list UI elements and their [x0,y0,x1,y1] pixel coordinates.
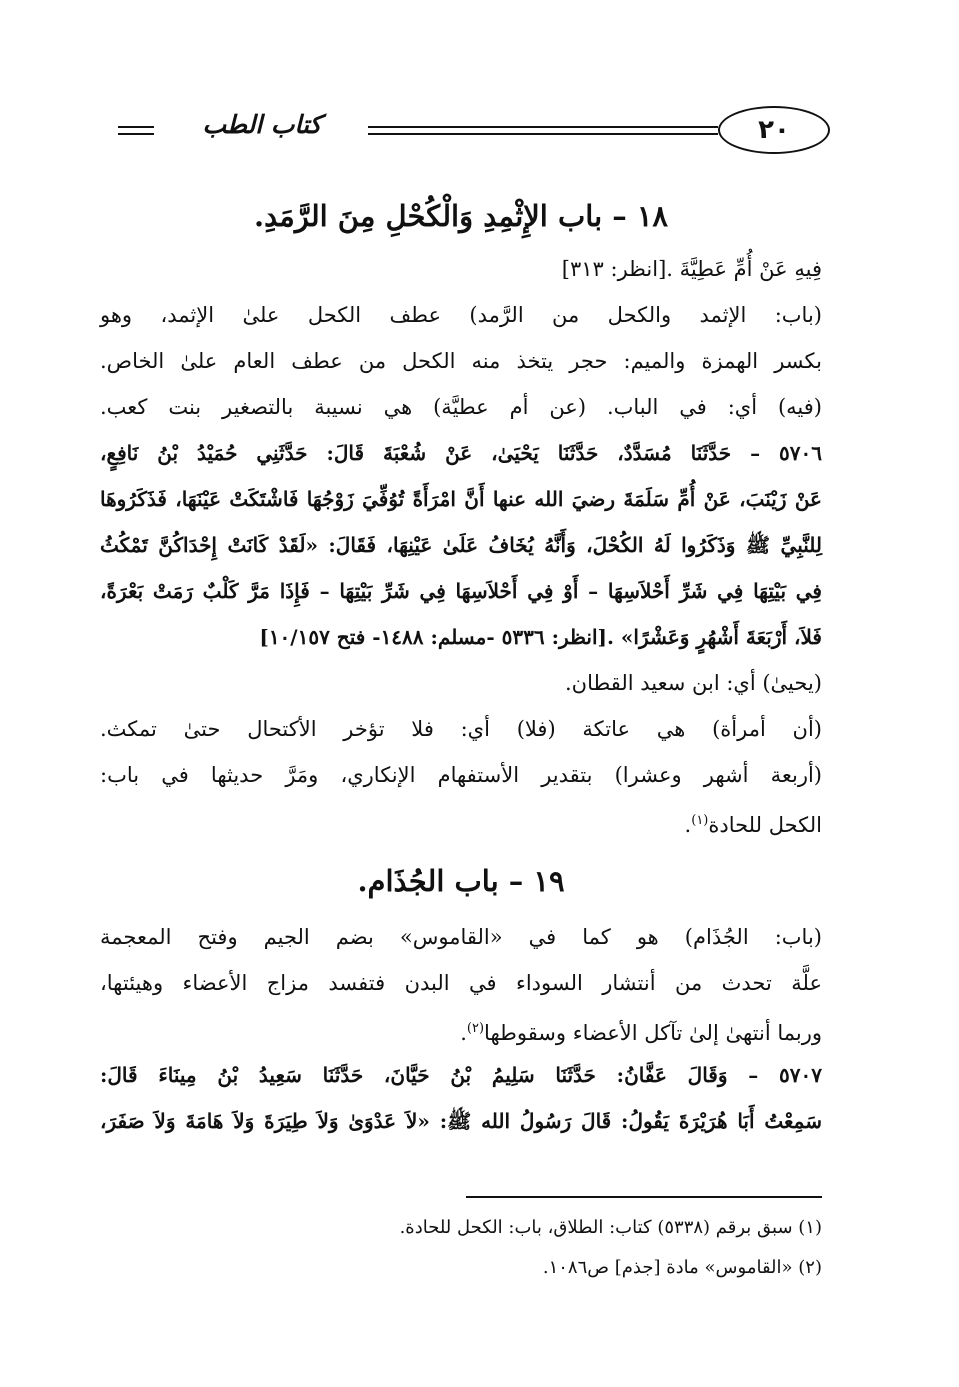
header-rule [368,126,718,128]
text-fragment: الكحل للحادة [708,813,822,837]
header-rule [118,133,154,135]
text-line: (فيه) أي: في الباب. (عن أم عطيَّة) هي نسيبة بالتصغير بنت كعب. [100,395,822,419]
text-line: علَّة تحدث من أنتشار السوداء في البدن فتفسد مزاج الأعضاء وهيئتها، [100,971,822,995]
text-fragment: . [460,1021,467,1045]
text-line: (باب: الجُذَام) هو كما في «القاموس» بضم الجيم وفتح المعجمة [100,925,822,949]
footnotes [100,1208,822,1288]
text-line: (يحيىٰ) أي: ابن سعيد القطان. [564,671,822,695]
header-rule [368,133,718,135]
text-fragment: وربما أنتهىٰ إلىٰ تآكل الأعضاء وسقوطها [484,1021,822,1045]
running-header [100,104,830,158]
hadith-line: ٥٧٠٧ – وَقَالَ عَفَّانُ: حَدَّثَنَا سَلِيمُ بْنُ حَيَّانَ، حَدَّثَنَا سَعِيدُ بْنُ مِينَاءَ قَالَ: [100,1063,822,1087]
footnote: (٢) «القاموس» مادة [جذم] ص١٠٨٦. [542,1257,822,1278]
text-line: بكسر الهمزة والميم: حجر يتخذ منه الكحل من عطف العام علىٰ الخاص. [100,349,822,373]
hadith-line: فَلاَ، أَرْبَعَةَ أَشْهُرٍ وَعَشْرًا» .[انظر: ٥٣٣٦ -مسلم: ١٤٨٨- فتح ١٠/١٥٧] [259,625,822,649]
text-fragment: . [684,813,692,837]
main-text [100,186,822,1144]
hadith-line: ٥٧٠٦ – حَدَّثَنَا مُسَدَّدٌ، حَدَّثَنَا يَحْيَىٰ، عَنْ شُعْبَةَ قَالَ: حَدَّثَنِي حُمَيْدُ بْنُ نَافِعٍ، [100,441,822,465]
text-line [100,798,822,844]
text-line: (باب: الإثمد والكحل من الرَّمد) عطف الكحل علىٰ الإثمد، وهو [100,303,822,327]
text-line: (أن أمرأة) هي عاتكة (فلا) أي: فلا تؤخر الأكتحال حتىٰ تمكث. [100,717,822,741]
hadith-line: لِلنَّبِيِّ ﷺ وَذَكَرُوا لَهُ الكُحْلَ، وَأَنَّهُ يُخَافُ عَلَىٰ عَيْنِهَا، فَقَالَ: «لَقَدْ كَانَتْ إِحْدَاكُنَّ تَمْكُثُ [100,533,822,557]
footnote: (١) سبق برقم (٥٣٣٨) كتاب: الطلاق، باب: الكحل للحادة. [399,1217,822,1238]
chapter-heading: ١٩ – باب الجُذَام. [357,864,565,898]
footnote-separator [466,1196,822,1198]
hadith-line: عَنْ زَيْنَبَ، عَنْ أُمِّ سَلَمَةَ رضيَ الله عنها أَنَّ امْرَأَةً تُوُفِّيَ زَوْجُهَا فَاشْتَكَتْ عَيْنَهَا، فَذَكَرُوهَا [100,487,822,511]
header-rule [118,126,154,128]
hadith-line: سَمِعْتُ أَبَا هُرَيْرَةَ يَقُولُ: قَالَ رَسُولُ الله ﷺ: «لاَ عَدْوَىٰ وَلاَ طِيَرَةَ وَلاَ هَامَةَ وَلاَ صَفَرَ، [100,1109,822,1133]
book-title: كتاب الطب [202,110,322,139]
text-line [100,1006,822,1052]
footnote-ref[interactable]: (٢) [466,1021,485,1036]
text-line: (أربعة أشهر وعشرا) بتقدير الأستفهام الإنكاري، ومَرَّ حديثها في باب: [100,763,822,787]
page-number: ٢٠ [718,106,830,154]
hadith-line: فِي بَيْتِهَا فِي شَرِّ أَحْلاَسِهَا – أَوْ فِي أَحْلاَسِهَا فِي شَرِّ بَيْتِهَا – فَإِذَا مَرَّ كَلْبٌ رَمَتْ بَعْرَةً، [100,579,822,603]
chapter-heading: ١٨ – باب الإِثْمِدِ وَالْكُحْلِ مِنَ الرَّمَدِ. [253,199,669,233]
text-line: فِيهِ عَنْ أُمِّ عَطِيَّةَ .[انظر: ٣١٣] [561,257,822,281]
footnote-ref[interactable]: (١) [691,813,709,828]
